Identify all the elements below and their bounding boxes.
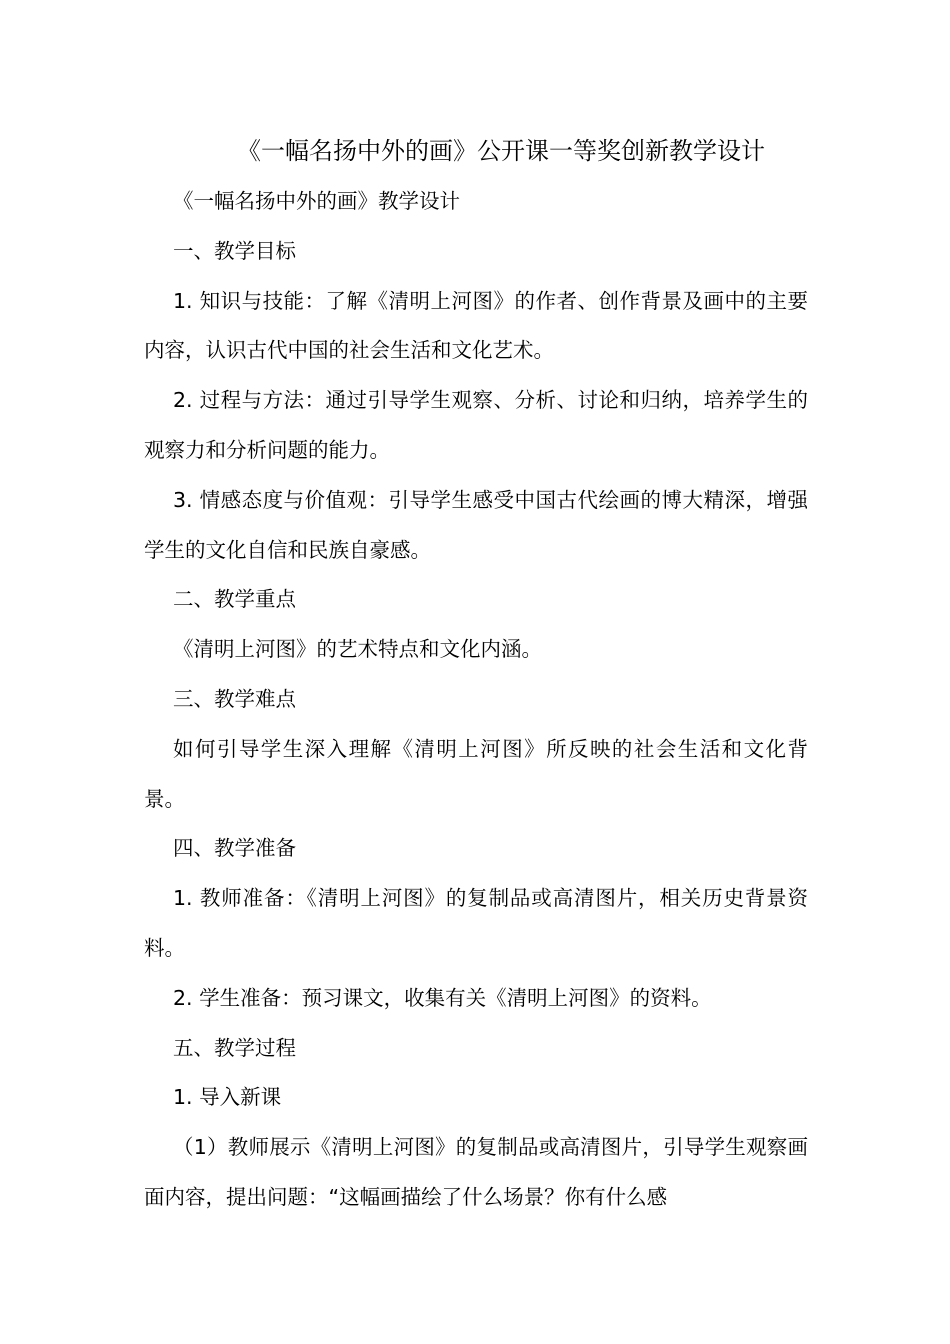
section-heading-key-points: 二、教学重点 bbox=[173, 587, 296, 612]
objective-knowledge-paragraph: 1. 知识与技能：了解《清明上河图》的作者、创作背景及画中的主要内容，认识古代中国的社会生活和文化艺术。 bbox=[144, 288, 808, 363]
document-title: 《一幅名扬中外的画》公开课一等奖创新教学设计 bbox=[237, 137, 765, 165]
objective-process-paragraph: 2. 过程与方法：通过引导学生观察、分析、讨论和归纳，培养学生的观察力和分析问题的能力。 bbox=[144, 388, 808, 462]
difficulties-paragraph: 如何引导学生深入理解《清明上河图》所反映的社会生活和文化背景。 bbox=[144, 736, 808, 811]
section-heading-objectives: 一、教学目标 bbox=[173, 238, 296, 263]
document-body bbox=[144, 177, 808, 1223]
subtitle-paragraph: 《一幅名扬中外的画》教学设计 bbox=[173, 189, 460, 213]
section-heading-process: 五、教学过程 bbox=[173, 1035, 296, 1060]
section-heading-preparation: 四、教学准备 bbox=[173, 836, 296, 861]
key-points-paragraph: 《清明上河图》的艺术特点和文化内涵。 bbox=[173, 637, 542, 662]
objective-emotion-paragraph: 3. 情感态度与价值观：引导学生感受中国古代绘画的博大精深，增强学生的文化自信和民族自豪感。 bbox=[144, 487, 808, 562]
student-preparation-paragraph: 2. 学生准备：预习课文，收集有关《清明上河图》的资料。 bbox=[173, 985, 712, 1010]
teacher-preparation-paragraph: 1. 教师准备：《清明上河图》的复制品或高清图片，相关历史背景资料。 bbox=[144, 886, 808, 960]
section-heading-difficulties: 三、教学难点 bbox=[173, 686, 296, 711]
process-step-intro-heading: 1. 导入新课 bbox=[173, 1085, 282, 1110]
process-step-intro-paragraph: （1）教师展示《清明上河图》的复制品或高清图片，引导学生观察画面内容，提出问题：“这幅画描绘了什么场景？你有什么感 bbox=[144, 1135, 808, 1209]
